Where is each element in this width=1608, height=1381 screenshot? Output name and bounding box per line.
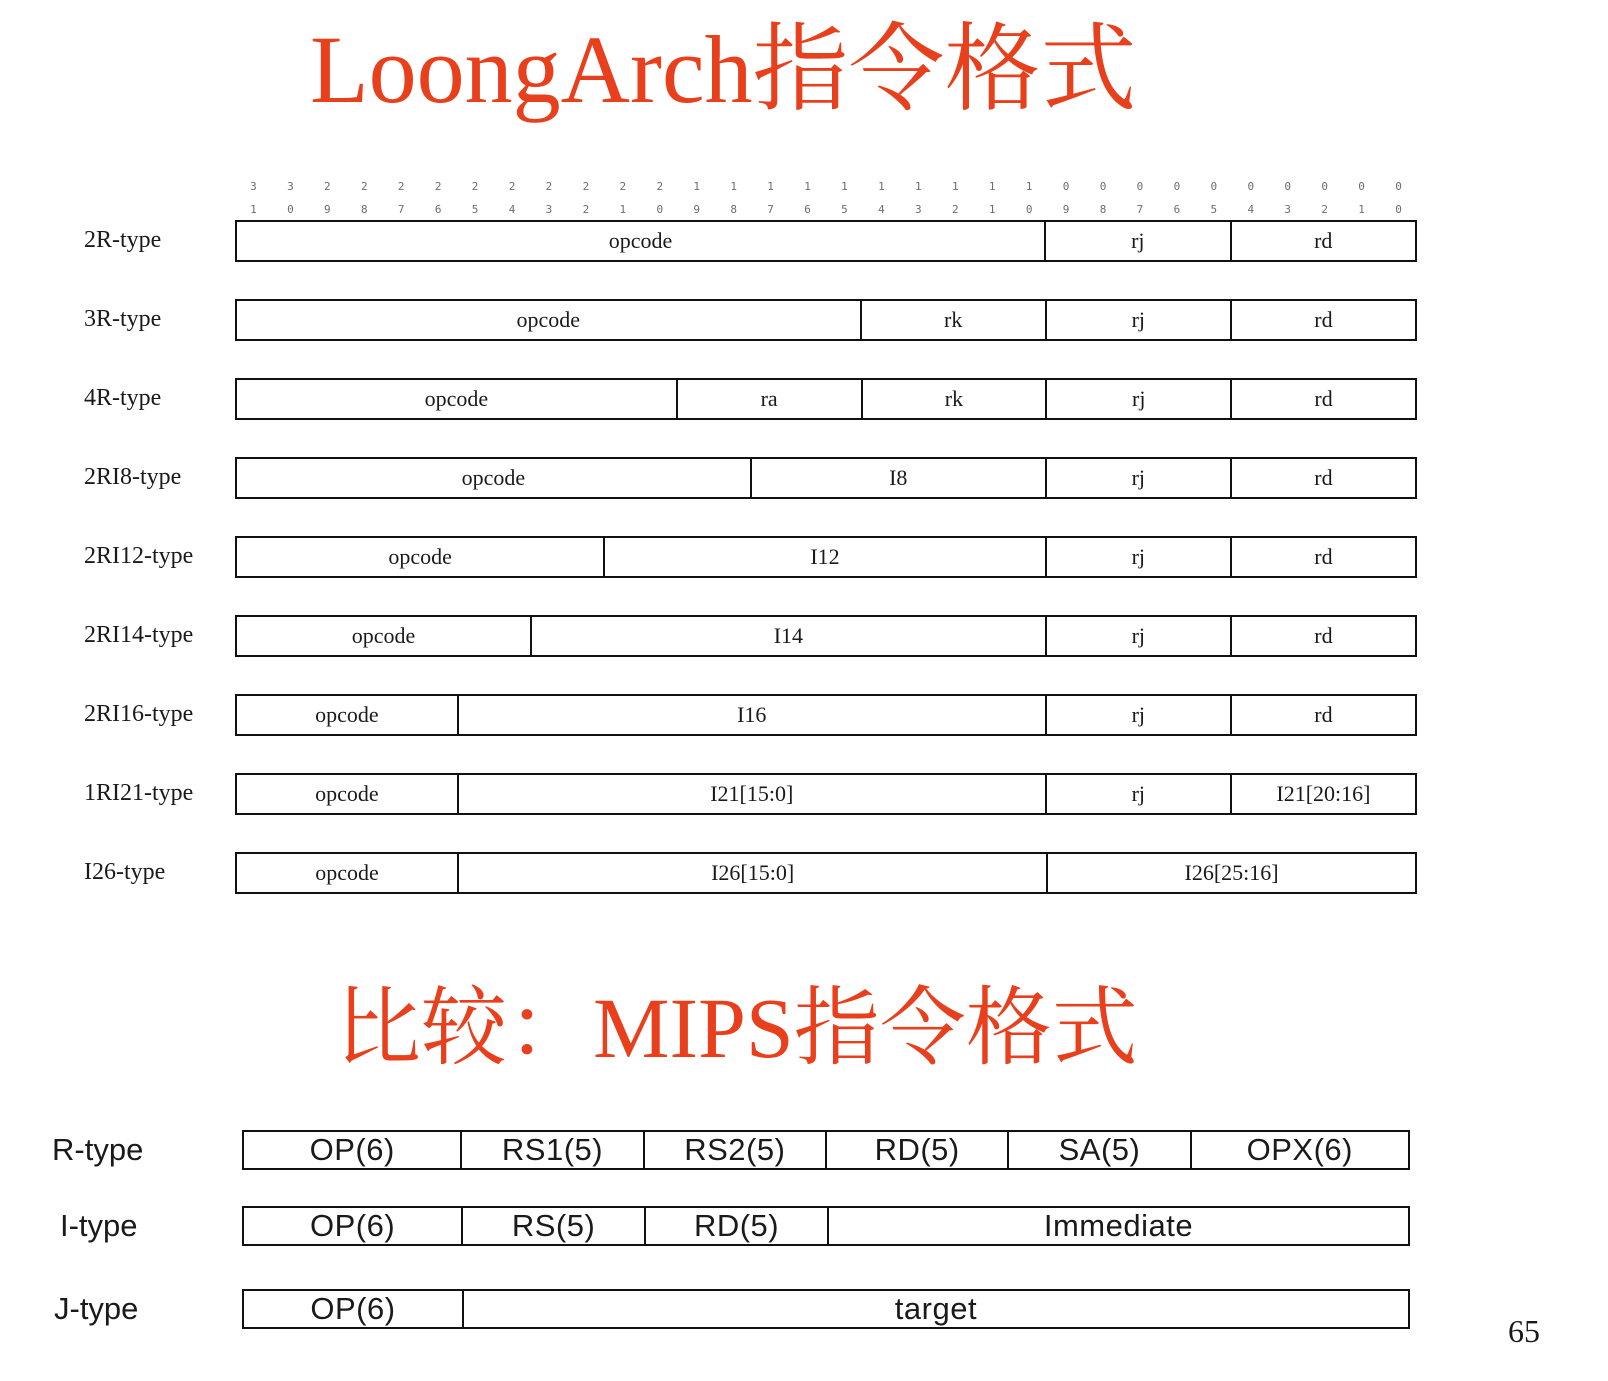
bit-number-units: 8 (360, 203, 368, 216)
bit-number-units: 1 (250, 203, 257, 216)
bit-number-units: 3 (1284, 203, 1292, 216)
format-label: 2R-type (84, 227, 162, 253)
field-cell: rd (1314, 623, 1333, 648)
format-row (235, 378, 1417, 420)
field-cell: rj (1047, 380, 1232, 418)
bit-number-units: 4 (878, 203, 885, 216)
bit-number-units: 5 (471, 203, 479, 216)
field-cell: rj (1047, 617, 1232, 655)
bit-number-units: 1 (619, 203, 627, 216)
field-cell: OP(6) (244, 1132, 462, 1168)
field-cell: RD(5) (827, 1132, 1009, 1168)
bit-number-tens: 3 (287, 180, 294, 193)
field-cell: rd (1314, 386, 1333, 411)
format-row (235, 773, 1417, 815)
field-cell: I8 (752, 459, 1047, 497)
field-cell: rj (1047, 775, 1232, 813)
bit-number-units: 3 (915, 203, 922, 216)
field-cell: rd (1314, 307, 1333, 332)
field-cell: rd (1314, 544, 1333, 569)
mips-title: 比较：MIPS指令格式 (335, 980, 1138, 1076)
field-cell: rd (1314, 465, 1333, 490)
bit-number-tens: 2 (656, 180, 664, 193)
bit-number-tens: 2 (508, 180, 516, 193)
field-cell: opcode (237, 459, 752, 497)
field-cell: I26[15:0] (459, 854, 1048, 892)
bit-number-units: 2 (951, 203, 959, 216)
bit-number-tens: 1 (693, 180, 701, 193)
field-cell: RS(5) (463, 1208, 646, 1244)
field-cell: OP(6) (244, 1208, 463, 1244)
bit-number-tens: 2 (619, 180, 627, 193)
format-label: I26-type (84, 859, 166, 885)
field-cell: opcode (237, 222, 1046, 260)
field-cell: opcode (237, 775, 459, 813)
bit-number-tens: 0 (1062, 180, 1070, 193)
loongarch-title: LoongArch指令格式 (310, 16, 1137, 123)
bit-number-tens: 0 (1358, 180, 1365, 193)
format-row (235, 457, 1417, 499)
bit-number-units: 6 (1173, 203, 1181, 216)
bit-number-tens: 2 (324, 180, 331, 193)
field-cell: rj (1047, 459, 1232, 497)
bit-number-units: 7 (397, 203, 405, 216)
bit-number-tens: 0 (1247, 180, 1255, 193)
bit-number-tens: 2 (582, 180, 590, 193)
format-label: 2RI8-type (84, 464, 182, 490)
format-label: R-type (52, 1132, 144, 1167)
bit-number-tens: 2 (471, 180, 479, 193)
bit-number-units: 5 (1210, 203, 1218, 216)
field-cell: rj (1047, 301, 1232, 339)
bit-number-tens: 1 (1025, 180, 1033, 193)
field-cell: I26[25:16] (1184, 860, 1279, 885)
format-row (235, 536, 1417, 578)
format-label: 3R-type (84, 306, 162, 332)
field-cell: RD(5) (646, 1208, 829, 1244)
field-cell: RS2(5) (645, 1132, 827, 1168)
field-cell: opcode (237, 301, 862, 339)
format-row (235, 299, 1417, 341)
field-cell: ra (678, 380, 863, 418)
bit-number-tens: 0 (1321, 180, 1328, 193)
field-cell: I21[20:16] (1276, 781, 1371, 806)
bit-number-tens: 0 (1210, 180, 1218, 193)
bit-number-tens: 1 (915, 180, 922, 193)
bit-number-units: 3 (545, 203, 553, 216)
bit-number-tens: 0 (1284, 180, 1292, 193)
field-cell: OP(6) (244, 1291, 464, 1327)
bit-number-units: 9 (324, 203, 331, 216)
bit-number-tens: 3 (250, 180, 257, 193)
bit-number-tens: 0 (1395, 180, 1402, 193)
format-label: 4R-type (84, 385, 162, 411)
field-cell: rk (862, 301, 1047, 339)
field-cell: opcode (237, 538, 605, 576)
bit-number-units: 8 (1099, 203, 1107, 216)
bit-number-units: 4 (508, 203, 516, 216)
field-cell: I21[15:0] (459, 775, 1047, 813)
bit-number-units: 8 (730, 203, 737, 216)
bit-number-units: 0 (287, 203, 294, 216)
field-cell: rk (863, 380, 1048, 418)
field-cell: opcode (237, 617, 532, 655)
format-label: 2RI14-type (84, 622, 194, 648)
bit-number-units: 9 (1062, 203, 1070, 216)
bit-number-units: 0 (656, 203, 664, 216)
bit-number-tens: 0 (1099, 180, 1107, 193)
field-cell: Immediate (1043, 1208, 1194, 1243)
field-cell: opcode (237, 696, 459, 734)
format-row (242, 1289, 1410, 1329)
bit-number-tens: 2 (360, 180, 368, 193)
bit-number-units: 0 (1395, 203, 1402, 216)
bit-number-tens: 0 (1136, 180, 1144, 193)
field-cell: rj (1047, 696, 1232, 734)
bit-number-units: 9 (693, 203, 701, 216)
field-cell: RS1(5) (462, 1132, 644, 1168)
bit-number-units: 7 (1136, 203, 1144, 216)
format-row (235, 220, 1417, 262)
field-cell: I12 (605, 538, 1047, 576)
format-label: 2RI12-type (84, 543, 194, 569)
bit-number-units: 0 (1025, 203, 1033, 216)
bit-number-units: 1 (1358, 203, 1365, 216)
format-row (235, 615, 1417, 657)
bit-number-tens: 1 (841, 180, 848, 193)
bit-number-tens: 1 (878, 180, 885, 193)
bit-number-units: 5 (841, 203, 848, 216)
bit-number-tens: 1 (951, 180, 959, 193)
bit-number-units: 6 (804, 203, 811, 216)
field-cell: rj (1046, 222, 1231, 260)
field-cell: SA(5) (1009, 1132, 1191, 1168)
bit-number-tens: 2 (434, 180, 442, 193)
bit-number-units: 7 (767, 203, 774, 216)
bit-number-tens: 1 (988, 180, 996, 193)
field-cell: rd (1314, 228, 1333, 253)
field-cell: OPX(6) (1246, 1132, 1353, 1167)
format-label: 1RI21-type (84, 780, 194, 806)
format-label: I-type (60, 1208, 138, 1243)
field-cell: rd (1314, 702, 1333, 727)
format-row (242, 1130, 1410, 1170)
bit-number-units: 4 (1247, 203, 1255, 216)
bit-number-tens: 1 (730, 180, 737, 193)
bit-number-tens: 2 (545, 180, 553, 193)
format-label: 2RI16-type (84, 701, 194, 727)
field-cell: I14 (532, 617, 1047, 655)
bit-number-units: 6 (434, 203, 442, 216)
field-cell: rj (1047, 538, 1232, 576)
format-row (242, 1206, 1410, 1246)
field-cell: target (894, 1291, 978, 1326)
bit-number-tens: 1 (767, 180, 774, 193)
bit-number-units: 2 (1321, 203, 1328, 216)
bit-number-tens: 1 (804, 180, 811, 193)
format-label: J-type (54, 1291, 139, 1326)
bit-number-tens: 2 (397, 180, 405, 193)
format-row (235, 694, 1417, 736)
bit-number-tens: 0 (1173, 180, 1181, 193)
field-cell: opcode (237, 380, 678, 418)
page-number: 65 (1508, 1313, 1540, 1349)
bit-number-units: 1 (988, 203, 996, 216)
field-cell: opcode (237, 854, 459, 892)
format-row (235, 852, 1417, 894)
bit-number-units: 2 (582, 203, 590, 216)
field-cell: I16 (459, 696, 1047, 734)
